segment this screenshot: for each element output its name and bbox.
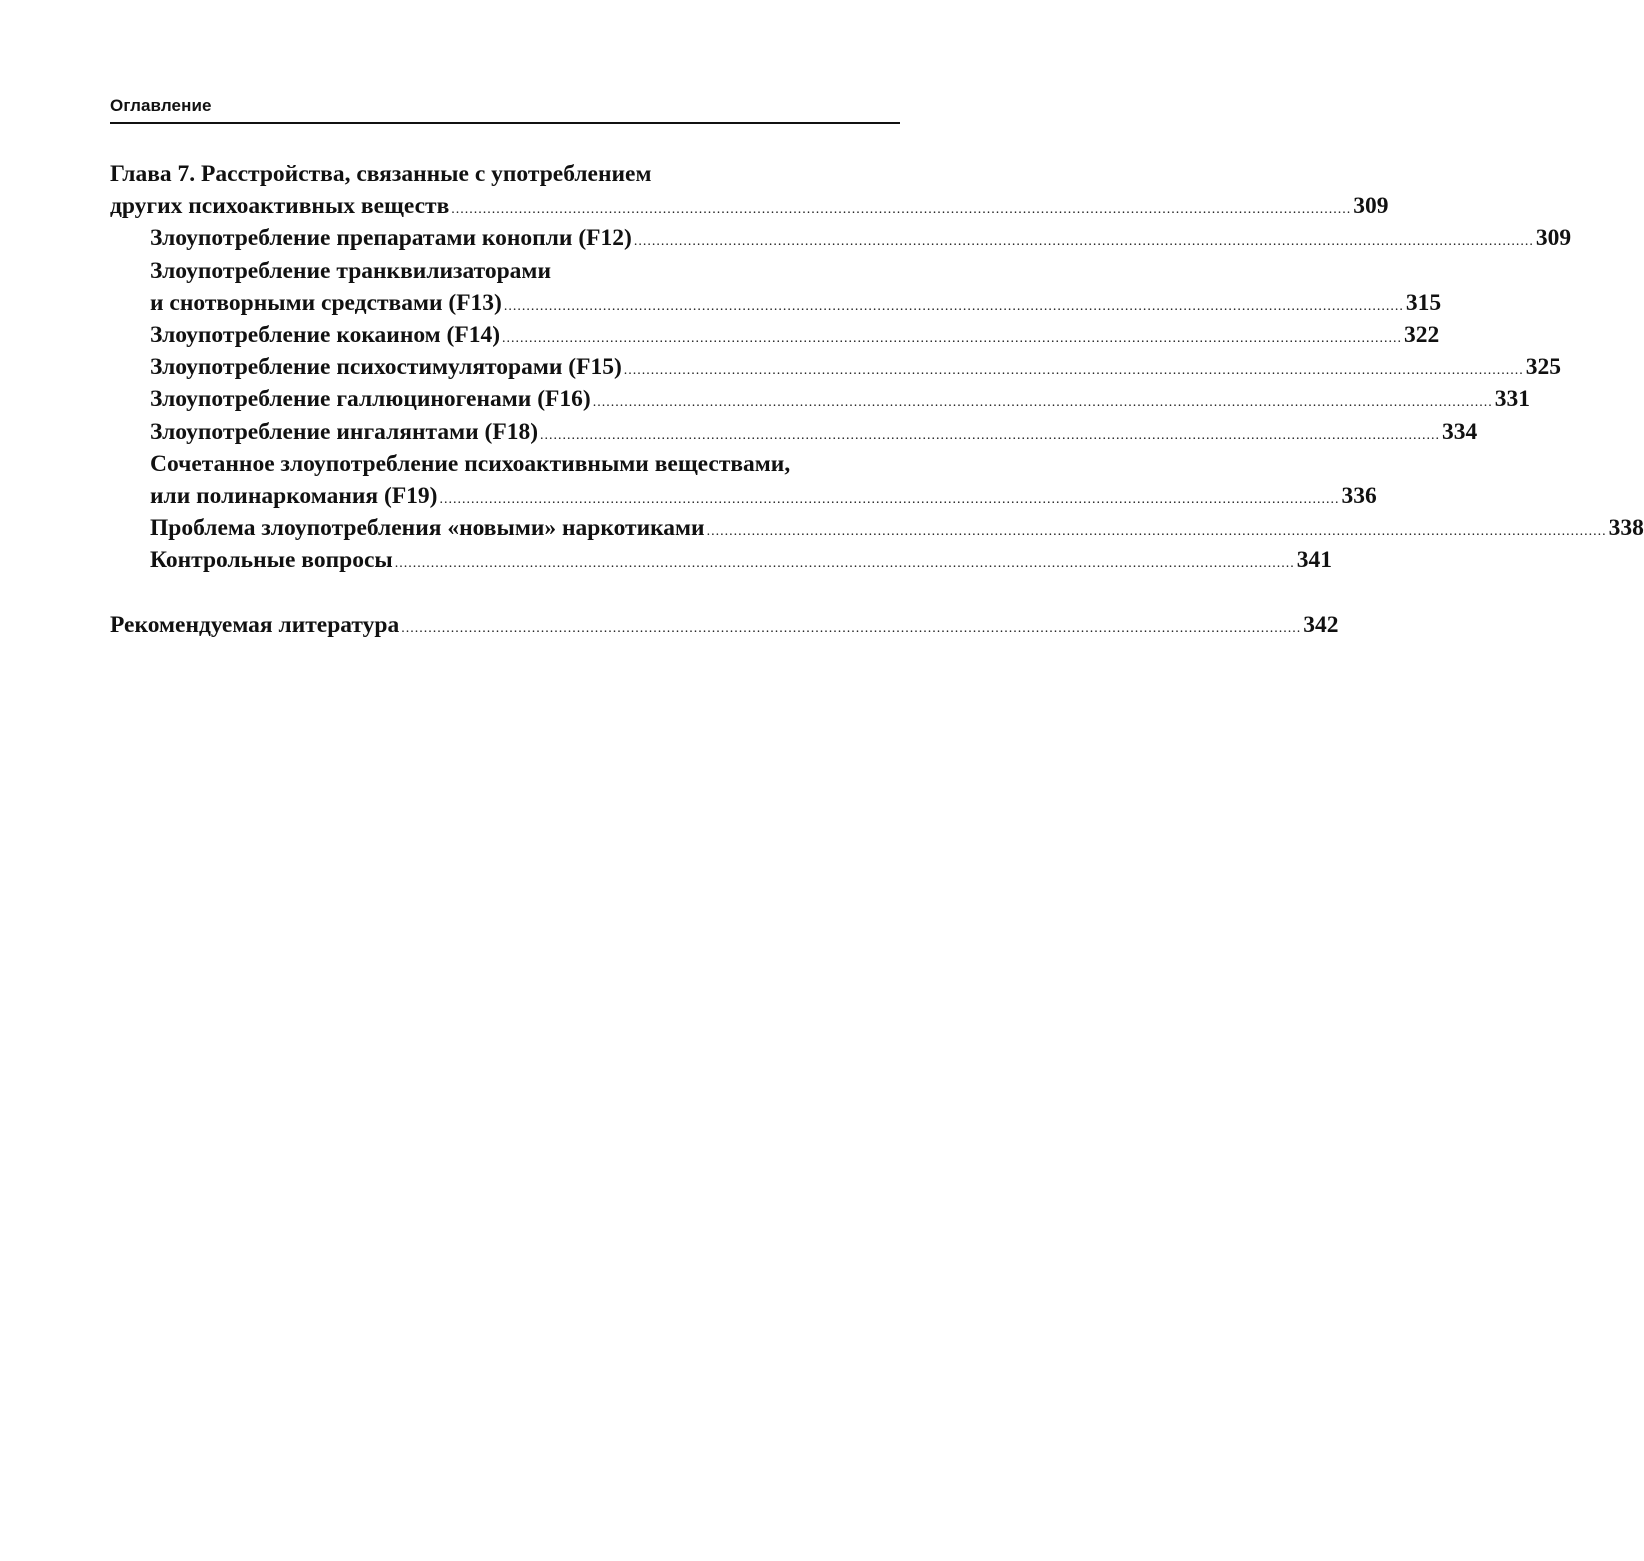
toc-section-f15[interactable] (110, 351, 1562, 383)
toc-entry-text: Злоупотребление психостимуляторами (F15) (150, 354, 622, 381)
toc-page-number: 338 (1608, 515, 1644, 542)
table-of-contents (110, 158, 1644, 642)
toc-page-number: 325 (1525, 354, 1562, 381)
toc-page-number: 331 (1494, 386, 1530, 413)
toc-page-number: 341 (1296, 547, 1332, 574)
toc-page-number: 334 (1442, 418, 1478, 445)
toc-page-number: 309 (1353, 193, 1389, 220)
toc-section-new-drugs[interactable] (110, 512, 1644, 544)
dot-leader: ........................................................................................................................................................................................................ (633, 234, 1534, 250)
toc-entry-text: других психоактивных веществ (110, 193, 450, 220)
dot-leader: ........................................................................................................................................................................................................ (706, 524, 1607, 540)
dot-leader: ........................................................................................................................................................................................................ (592, 395, 1493, 411)
toc-entry-text: Контрольные вопросы (150, 547, 393, 574)
toc-page-number: 342 (1303, 612, 1339, 639)
dot-leader: ........................................................................................................................................................................................................ (401, 621, 1302, 637)
toc-section-f13-line1[interactable] (110, 255, 900, 287)
header-rule (110, 122, 900, 124)
toc-section-f12[interactable] (110, 222, 1572, 254)
toc-recommended-literature[interactable] (110, 609, 1339, 641)
toc-section-f16[interactable] (110, 383, 1530, 415)
toc-section-f19-line2[interactable] (110, 480, 1377, 512)
toc-chapter-7-title-line1[interactable] (110, 158, 900, 190)
dot-leader: ........................................................................................................................................................................................................ (623, 363, 1524, 379)
toc-section-f19-line1[interactable] (110, 448, 900, 480)
toc-entry-text: Рекомендуемая литература (110, 612, 400, 639)
dot-leader: ........................................................................................................................................................................................................ (503, 298, 1404, 314)
toc-section-control-questions[interactable] (110, 544, 1332, 576)
toc-entry-text: Злоупотребление галлюциногенами (F16) (150, 386, 591, 413)
dot-leader: ........................................................................................................................................................................................................ (394, 556, 1295, 572)
toc-entry-text: Злоупотребление препаратами конопли (F12) (150, 225, 632, 252)
toc-page-number: 322 (1404, 321, 1440, 348)
dot-leader: ........................................................................................................................................................................................................ (439, 491, 1340, 507)
dot-leader: ........................................................................................................................................................................................................ (502, 330, 1403, 346)
toc-entry-text: Проблема злоупотребления «новыми» наркотиками (150, 515, 705, 542)
toc-entry-text: Сочетанное злоупотребление психоактивными веществами, (150, 450, 791, 477)
toc-entry-text: Злоупотребление кокаином (F14) (150, 321, 501, 348)
toc-chapter-7-title-line2[interactable] (110, 190, 1389, 222)
dot-leader: ........................................................................................................................................................................................................ (451, 202, 1352, 218)
toc-page-number: 336 (1341, 482, 1377, 509)
toc-section-f18[interactable] (110, 416, 1478, 448)
dot-leader: ........................................................................................................................................................................................................ (540, 427, 1441, 443)
toc-entry-text: Глава 7. Расстройства, связанные с употреблением (110, 161, 652, 187)
toc-section-f13-line2[interactable] (110, 287, 1442, 319)
toc-entry-text: Злоупотребление ингалянтами (F18) (150, 418, 539, 445)
toc-page-number: 309 (1535, 225, 1572, 252)
toc-entry-text: или полинаркомания (F19) (150, 482, 438, 509)
running-head-title: Оглавление (110, 96, 212, 115)
toc-page-number: 315 (1405, 289, 1442, 316)
toc-entry-text: и снотворными средствами (F13) (150, 289, 502, 316)
toc-section-f14[interactable] (110, 319, 1440, 351)
toc-entry-text: Злоупотребление транквилизаторами (150, 257, 551, 284)
